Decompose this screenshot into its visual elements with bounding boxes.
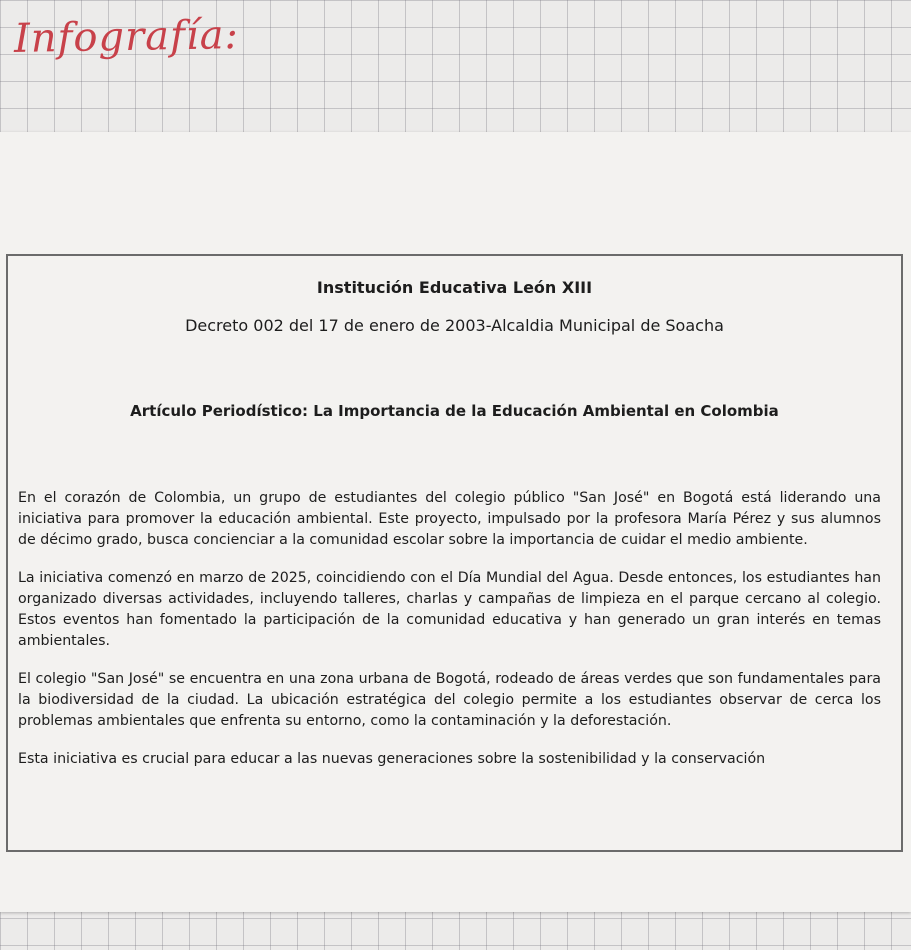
document-frame [6,254,903,852]
handwritten-heading: Infografía: [13,12,240,62]
paragraph: Esta iniciativa es crucial para educar a las nuevas generaciones sobre la sostenibilidad y la conservación [18,751,766,767]
decree-line: Decreto 002 del 17 de enero de 2003-Alcaldia Municipal de Soacha [185,316,724,335]
paragraph: El colegio "San José" se encuentra en una zona urbana de Bogotá, rodeado de áreas verdes que son fundamentales para la biodiversidad de la ciudad. La ubicación estratégica del colegio permite a los estudiantes observar de cerca los problemas ambientales que enfrenta su entorno, como la contaminación y la deforestación. [18,671,881,729]
article-title: Artículo Periodístico: La Importancia de la Educación Ambiental en Colombia [130,402,779,420]
notebook-grid-bottom [0,912,911,950]
printed-sheet [0,132,911,912]
institution-name: Institución Educativa León XIII [316,278,593,297]
paragraph: En el corazón de Colombia, un grupo de estudiantes del colegio público "San José" en Bogotá está liderando una iniciativa para promover la educación ambiental. Este proyecto, impulsado por la profesora María Pérez y sus alumnos de décimo grado, busca concienciar a la comunidad escolar sobre la importancia de cuidar el medio ambiente. [18,490,881,548]
paragraph: La iniciativa comenzó en marzo de 2025, coincidiendo con el Día Mundial del Agua. Desde entonces, los estudiantes han organizado diversas actividades, incluyendo talleres, charlas y campañas de limpieza en el parque cercano al colegio. Estos eventos han fomentado la participación de la comunidad educativa y han generado un gran interés en temas ambientales. [18,570,881,649]
article-body [18,488,881,770]
